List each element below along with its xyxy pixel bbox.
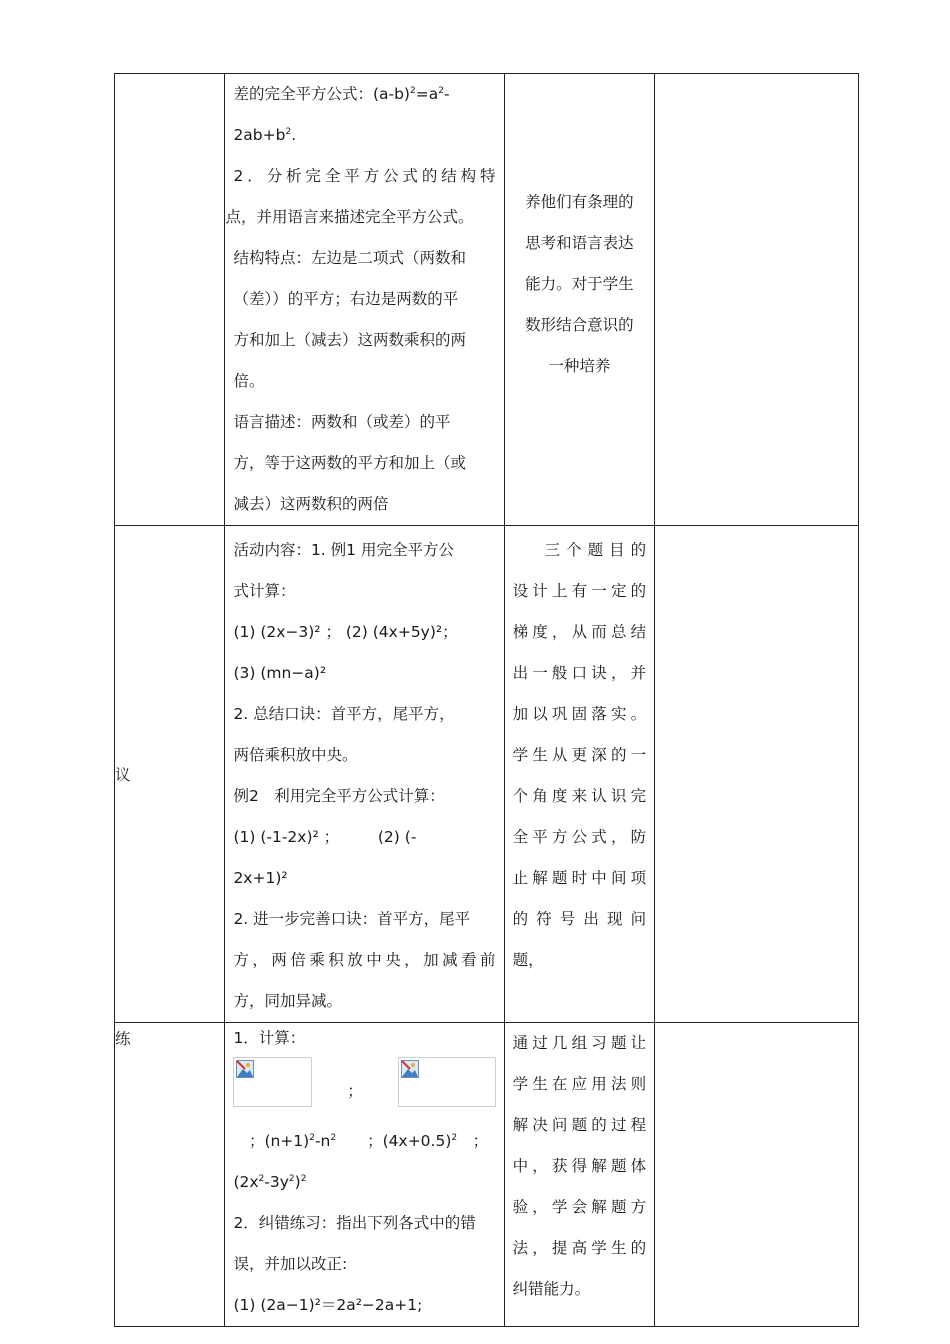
text-line: 通过几组习题让 <box>512 1034 647 1052</box>
stage-label: 练 <box>115 1030 131 1048</box>
text-line: 点，并用语言来描述完全平方公式。 <box>225 208 474 226</box>
stage-cell <box>115 526 225 1023</box>
image-row <box>233 1057 495 1121</box>
text-line: ；$(n+1)^2-n^2$ ；$(4x+0.5)^2$ ； <box>233 1132 489 1150</box>
text-line: 梯度，从而总结 <box>512 623 647 641</box>
text-line: 一种培养 <box>548 357 611 375</box>
text-line: 的符号出现问 <box>512 910 647 928</box>
stage-label: 议 <box>115 766 131 784</box>
intent-cell <box>504 74 655 526</box>
text-line: 出一般口诀，并 <box>512 664 647 682</box>
text-line: 加以巩固落实。 <box>512 705 647 723</box>
text-line: 倍。 <box>233 372 265 390</box>
text-line: 养他们有条理的 <box>525 193 634 211</box>
text-line: 2．分析完全平方公式的结构特 <box>233 167 496 185</box>
text-line: 三个题目的 <box>544 541 647 559</box>
text-line: 纠错能力。 <box>512 1280 591 1298</box>
text-line: (1) (2x−3)² ； (2) (4x+5y)²； <box>233 623 458 641</box>
separator: ； <box>347 1082 363 1100</box>
text-line: 方，等于这两数的平方和加上（或 <box>233 454 466 472</box>
text-line: 中，获得解题体 <box>512 1157 647 1175</box>
stage-cell <box>115 74 225 526</box>
text-line: (1) (2a−1)²＝2a²−2a+1; <box>233 1296 423 1314</box>
text-line: 误，并加以改正: <box>233 1255 348 1273</box>
broken-image-icon <box>236 1060 254 1078</box>
text-line: 法，提高学生的 <box>512 1239 647 1257</box>
text-line: 验，学会解题方 <box>512 1198 647 1216</box>
text-line: 全平方公式，防 <box>512 828 647 846</box>
content-cell <box>225 526 504 1023</box>
text-line: (1) (-1-2x)² ； (2) (- <box>233 828 417 846</box>
table-row <box>115 1023 859 1327</box>
notes-cell <box>655 1023 859 1327</box>
text-line: 2. 进一步完善口诀：首平方，尾平 <box>233 910 471 928</box>
text-line: 题， <box>512 951 544 969</box>
text-line: 语言描述：两数和（或差）的平 <box>233 413 451 431</box>
text-line: 差的完全平方公式：$(a-b)^2=a^2-$ <box>233 85 450 103</box>
text-line: 数形结合意识的 <box>525 316 634 334</box>
notes-cell <box>655 74 859 526</box>
text-line: 例2 利用完全平方公式计算： <box>233 787 445 805</box>
text-line: (3) (mn−a)² <box>233 664 327 682</box>
text-line: 方，两倍乘积放中央，加减看前 <box>233 951 496 969</box>
text-line: 2．纠错练习：指出下列各式中的错 <box>233 1214 476 1232</box>
text-line: 活动内容：1. 例1 用完全平方公 <box>233 541 454 559</box>
text-line: 止解题时中间项 <box>512 869 647 887</box>
text-line: 2x+1)² <box>233 869 288 887</box>
table-row <box>115 74 859 526</box>
text-line: 1．计算： <box>233 1029 306 1047</box>
text-line: $(2x^2-3y^2)^2$ <box>233 1173 307 1191</box>
formula-image <box>233 1057 312 1107</box>
text-line: 思考和语言表达 <box>525 234 634 252</box>
text-line: （差））的平方；右边是两数的平 <box>233 290 459 308</box>
stage-cell <box>115 1023 225 1327</box>
formula-image <box>398 1057 496 1107</box>
text-line: 学生从更深的一 <box>512 746 647 764</box>
intent-cell <box>504 526 655 1023</box>
text-line: 减去）这两数积的两倍 <box>233 495 389 513</box>
text-line: 两倍乘积放中央。 <box>233 746 358 764</box>
text-line: 式计算： <box>233 582 296 600</box>
text-line: 设计上有一定的 <box>512 582 647 600</box>
table-row <box>115 526 859 1023</box>
lesson-plan-table <box>114 73 859 1327</box>
content-cell <box>225 74 504 526</box>
text-line: 个角度来认识完 <box>512 787 647 805</box>
text-line: 方，同加异减。 <box>233 992 342 1010</box>
notes-cell <box>655 526 859 1023</box>
broken-image-icon <box>401 1060 419 1078</box>
text-line: 方和加上（减去）这两数乘积的两 <box>233 331 466 349</box>
text-line: $2ab+b^2$. <box>233 126 297 144</box>
text-line: 能力。对于学生 <box>525 275 634 293</box>
text-line: 结构特点：左边是二项式（两数和 <box>233 249 466 267</box>
text-line: 2. 总结口诀：首平方，尾平方， <box>233 705 455 723</box>
text-line: 学生在应用法则 <box>512 1075 647 1093</box>
text-line: 解决问题的过程 <box>512 1116 647 1134</box>
intent-cell <box>504 1023 655 1327</box>
content-cell <box>225 1023 504 1327</box>
